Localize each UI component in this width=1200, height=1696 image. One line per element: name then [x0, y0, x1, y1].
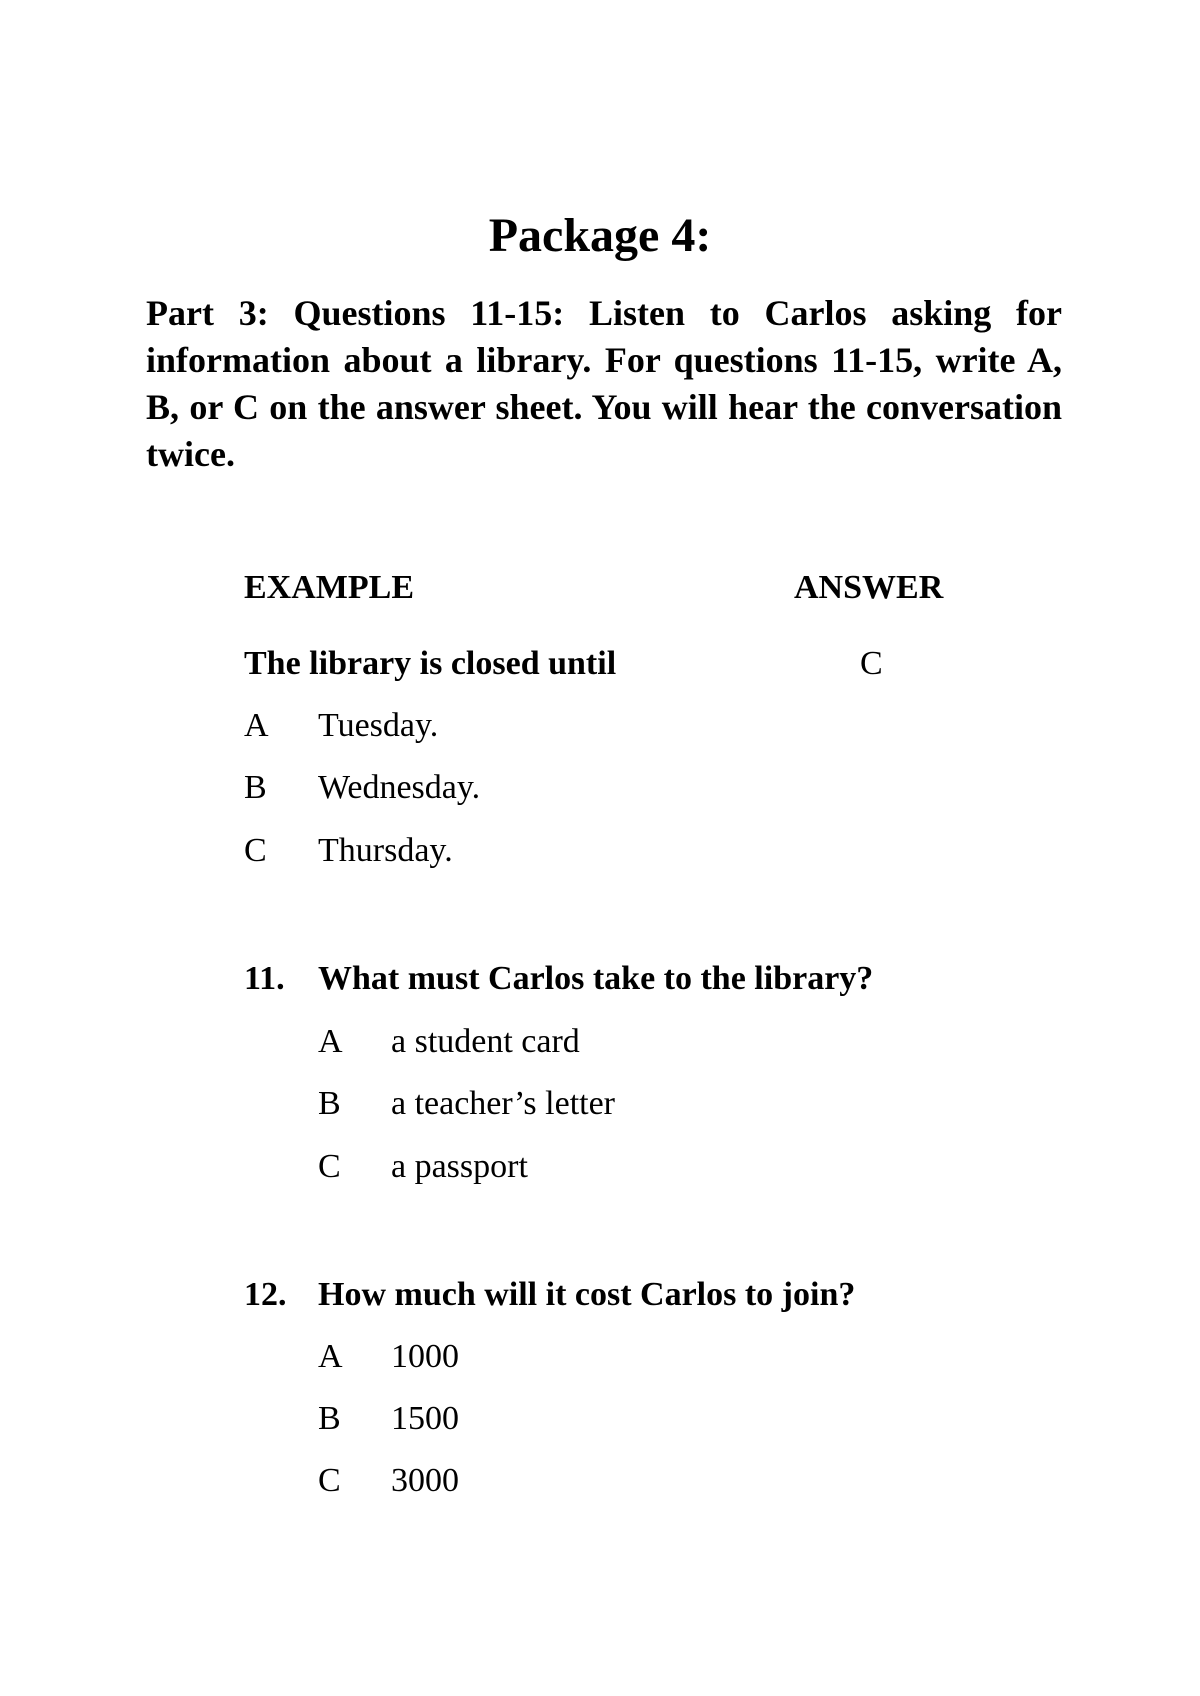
- option-text: 3000: [391, 1462, 459, 1499]
- example-question: The library is closed until: [244, 645, 617, 682]
- option-text: a student card: [391, 1023, 580, 1060]
- option-letter: B: [318, 1400, 341, 1437]
- example-option-letter-a: A: [244, 707, 269, 744]
- option-text: 1000: [391, 1338, 459, 1375]
- example-answer: C: [860, 645, 883, 682]
- instructions: Part 3: Questions 11-15: Listen to Carlos asking for information about a library. For questions 11-15, write A, B, or C on the answer sheet. You will hear the conversation twice.: [146, 293, 1062, 474]
- answer-header: ANSWER: [794, 569, 944, 606]
- option-letter: A: [318, 1338, 343, 1375]
- option-text: a passport: [391, 1148, 528, 1185]
- example-option-letter-b: B: [244, 769, 267, 806]
- example-option-text-a: Tuesday.: [318, 707, 439, 744]
- page-title: Package 4:: [488, 209, 712, 262]
- option-text: a teacher’s letter: [391, 1085, 616, 1122]
- option-letter: C: [318, 1148, 341, 1185]
- example-option-letter-c: C: [244, 832, 267, 869]
- question-number: 12.: [244, 1276, 287, 1313]
- question-text: What must Carlos take to the library?: [318, 960, 874, 997]
- example-option-text-b: Wednesday.: [318, 769, 481, 806]
- example-header: EXAMPLE: [244, 569, 414, 606]
- question-text: How much will it cost Carlos to join?: [318, 1276, 856, 1313]
- option-letter: A: [318, 1023, 343, 1060]
- option-text: 1500: [391, 1400, 459, 1437]
- question-number: 11.: [244, 960, 285, 997]
- example-option-text-c: Thursday.: [318, 832, 453, 869]
- option-letter: C: [318, 1462, 341, 1499]
- option-letter: B: [318, 1085, 341, 1122]
